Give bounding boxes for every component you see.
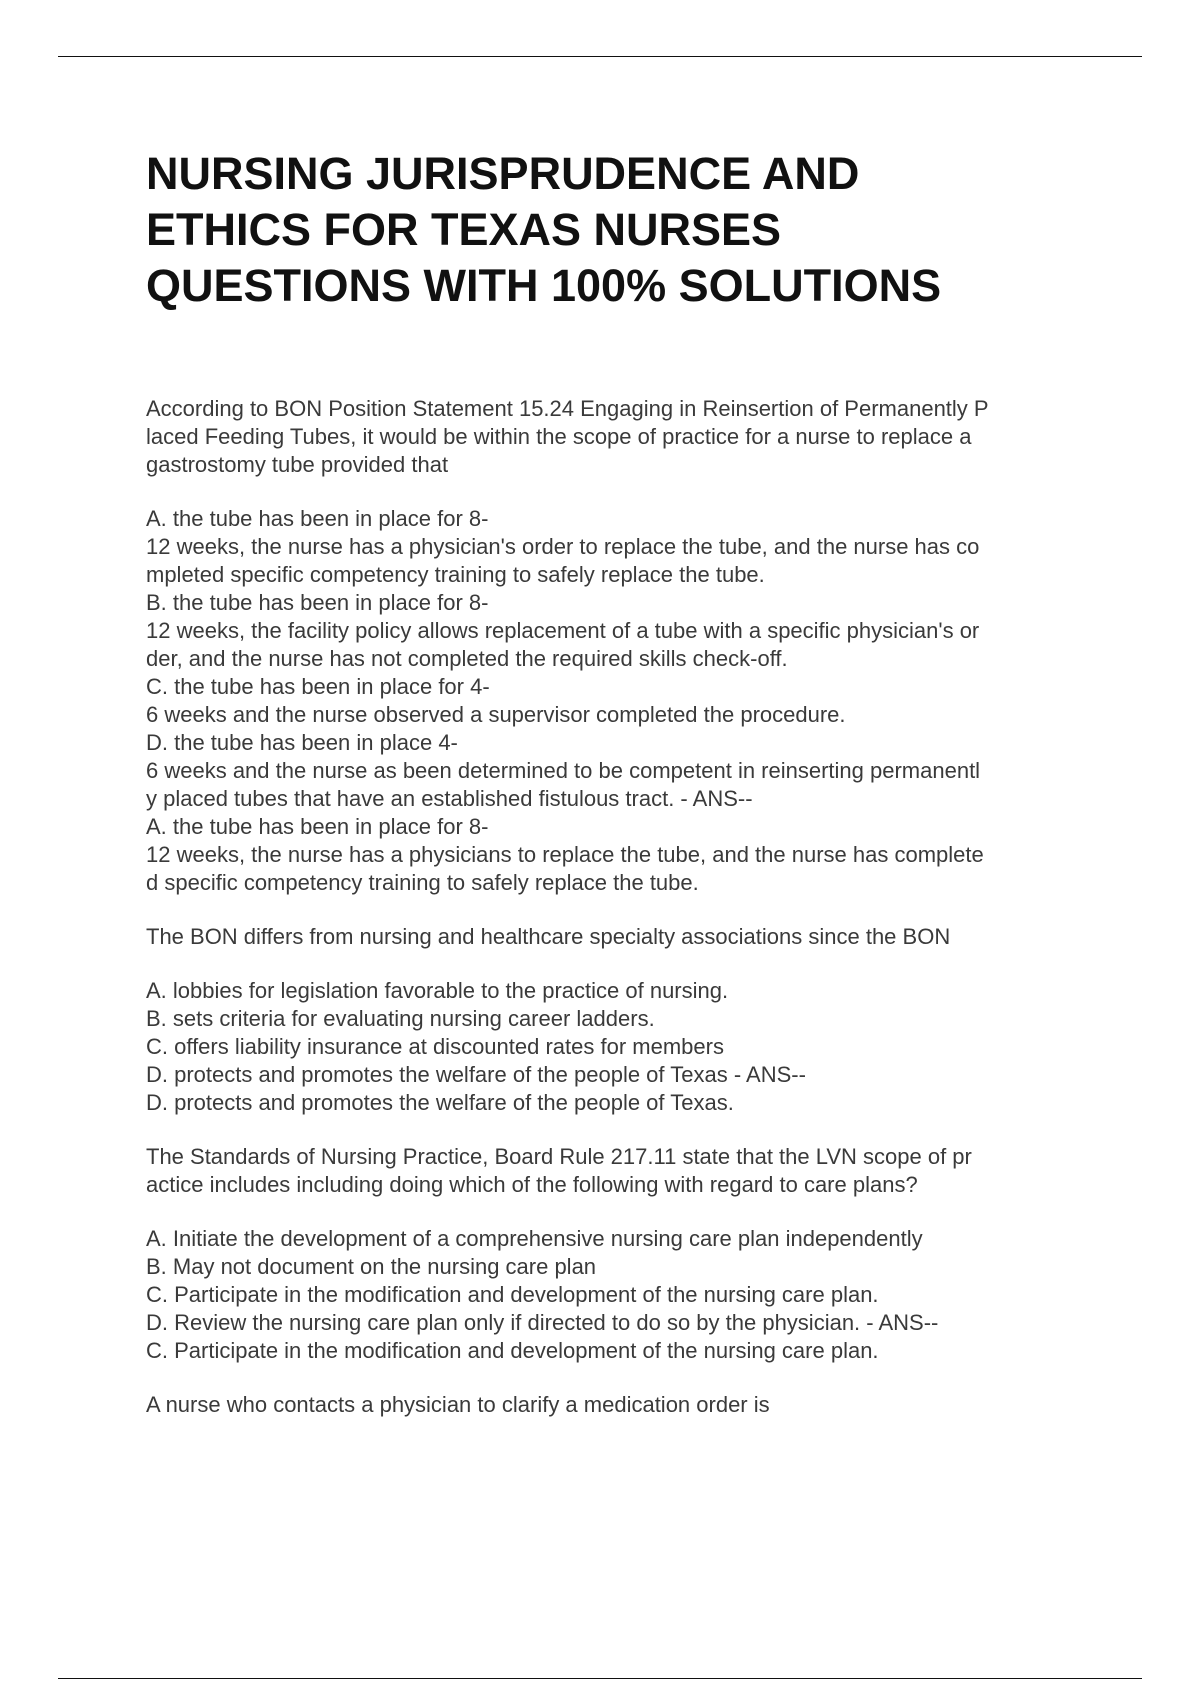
option-line: A. Initiate the development of a comprehensive nursing care plan independently <box>146 1226 923 1251</box>
option-line: 6 weeks and the nurse as been determined to be competent in reinserting permanentl <box>146 758 981 783</box>
title-line: ETHICS FOR TEXAS NURSES <box>146 204 782 255</box>
question-2 <box>146 923 1106 1117</box>
question-text: A nurse who contacts a physician to clarify a medication order is <box>146 1392 770 1417</box>
option-line: C. Participate in the modification and development of the nursing care plan. <box>146 1282 879 1307</box>
option-line: mpleted specific competency training to safely replace the tube. <box>146 562 765 587</box>
question-text: laced Feeding Tubes, it would be within the scope of practice for a nurse to replace a <box>146 424 972 449</box>
option-line: B. the tube has been in place for 8- <box>146 590 489 615</box>
option-line: B. May not document on the nursing care plan <box>146 1254 597 1279</box>
option-line: D. protects and promotes the welfare of the people of Texas - ANS-- <box>146 1062 806 1087</box>
option-line: D. the tube has been in place 4- <box>146 730 458 755</box>
option-line: D. Review the nursing care plan only if directed to do so by the physician. - ANS-- <box>146 1310 939 1335</box>
option-line: y placed tubes that have an established fistulous tract. - ANS-- <box>146 786 753 811</box>
option-line: der, and the nurse has not completed the required skills check-off. <box>146 646 788 671</box>
question-text: actice includes including doing which of the following with regard to care plans? <box>146 1172 918 1197</box>
option-line: A. the tube has been in place for 8- <box>146 506 489 531</box>
title-line: NURSING JURISPRUDENCE AND <box>146 148 860 199</box>
question-3 <box>146 1143 1106 1365</box>
document-body <box>146 395 1106 1419</box>
option-line: 6 weeks and the nurse observed a supervisor completed the procedure. <box>146 702 846 727</box>
question-1 <box>146 395 1106 897</box>
answer-line: A. the tube has been in place for 8- <box>146 814 489 839</box>
question-text: gastrostomy tube provided that <box>146 452 449 477</box>
option-line: C. offers liability insurance at discounted rates for members <box>146 1034 724 1059</box>
question-4 <box>146 1391 1106 1419</box>
option-line: A. lobbies for legislation favorable to the practice of nursing. <box>146 978 729 1003</box>
bottom-rule <box>58 1678 1142 1679</box>
question-text: According to BON Position Statement 15.24 Engaging in Reinsertion of Permanently P <box>146 396 989 421</box>
question-text: The BON differs from nursing and healthcare specialty associations since the BON <box>146 924 951 949</box>
document-title <box>146 146 1106 314</box>
answer-line: d specific competency training to safely replace the tube. <box>146 870 699 895</box>
answer-line: D. protects and promotes the welfare of the people of Texas. <box>146 1090 734 1115</box>
option-line: B. sets criteria for evaluating nursing career ladders. <box>146 1006 655 1031</box>
option-line: 12 weeks, the facility policy allows replacement of a tube with a specific physician's or <box>146 618 980 643</box>
top-rule <box>58 56 1142 57</box>
option-line: 12 weeks, the nurse has a physician's order to replace the tube, and the nurse has co <box>146 534 980 559</box>
answer-line: 12 weeks, the nurse has a physicians to replace the tube, and the nurse has complete <box>146 842 984 867</box>
title-line: QUESTIONS WITH 100% SOLUTIONS <box>146 260 942 311</box>
answer-line: C. Participate in the modification and development of the nursing care plan. <box>146 1338 879 1363</box>
option-line: C. the tube has been in place for 4- <box>146 674 490 699</box>
question-text: The Standards of Nursing Practice, Board Rule 217.11 state that the LVN scope of pr <box>146 1144 972 1169</box>
